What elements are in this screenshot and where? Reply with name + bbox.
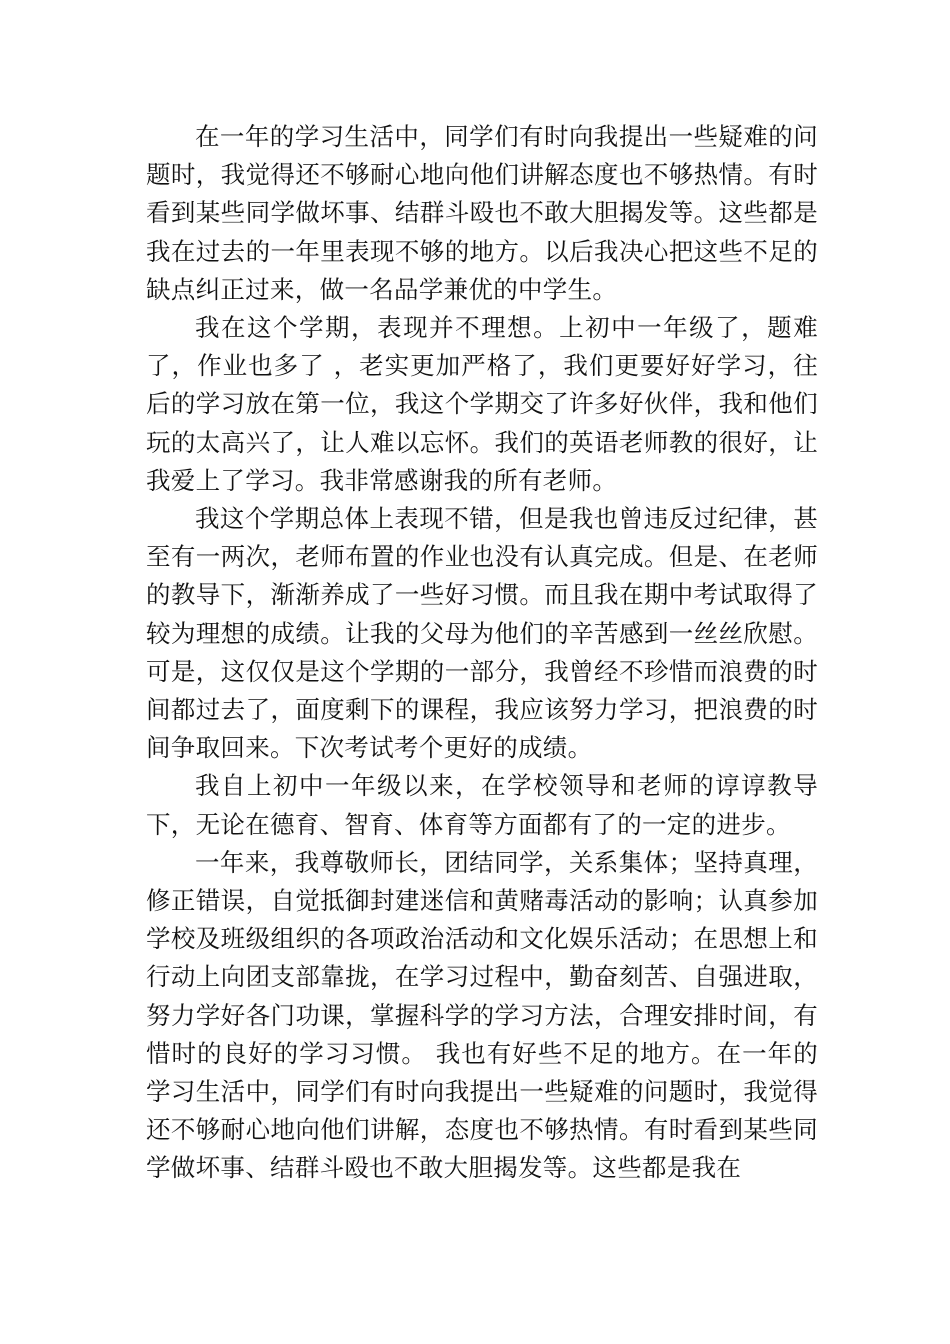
paragraph-2: 我在这个学期，表现并不理想。上初中一年级了，题难了，作业也多了 ，老实更加严格了，我们更要好好学习，往后的学习放在第一位，我这个学期交了许多好伙伴，我和他们玩的太高兴了，让人难以忘怀。我们的英语老师教的很好，让我爱上了学习。我非常感谢我的所有老师。 [146, 313, 818, 495]
document-body [146, 118, 818, 1188]
paragraph-1: 在一年的学习生活中，同学们有时向我提出一些疑难的问题时，我觉得还不够耐心地向他们讲解态度也不够热情。有时看到某些同学做坏事、结群斗殴也不敢大胆揭发等。这些都是我在过去的一年里表现不够的地方。以后我决心把这些不足的缺点纠正过来，做一名品学兼优的中学生。 [146, 122, 818, 304]
paragraph-5: 一年来，我尊敬师长，团结同学，关系集体；坚持真理，修正错误，自觉抵御封建迷信和黄赌毒活动的影响；认真参加学校及班级组织的各项政治活动和文化娱乐活动；在思想上和行动上向团支部靠拢，在学习过程中，勤奋刻苦、自强进取，努力学好各门功课，掌握科学的学习方法，合理安排时间，有惜时的良好的学习习惯。 我也有好些不足的地方。在一年的学习生活中，同学们有时向我提出一些疑难的问题时，我觉得还不够耐心地向他们讲解，态度也不够热情。有时看到某些同学做坏事、结群斗殴也不敢大胆揭发等。这些都是我在 [146, 847, 818, 1183]
paragraph-3: 我这个学期总体上表现不错，但是我也曾违反过纪律，甚至有一两次，老师布置的作业也没有认真完成。但是、在老师的教导下，渐渐养成了一些好习惯。而且我在期中考试取得了较为理想的成绩。让我的父母为他们的辛苦感到一丝丝欣慰。可是，这仅仅是这个学期的一部分，我曾经不珍惜而浪费的时间都过去了，面度剩下的课程，我应该努力学习，把浪费的时间争取回来。下次考试考个更好的成绩。 [146, 504, 818, 763]
paragraph-4: 我自上初中一年级以来，在学校领导和老师的谆谆教导下，无论在德育、智育、体育等方面都有了的一定的进步。 [146, 771, 818, 839]
